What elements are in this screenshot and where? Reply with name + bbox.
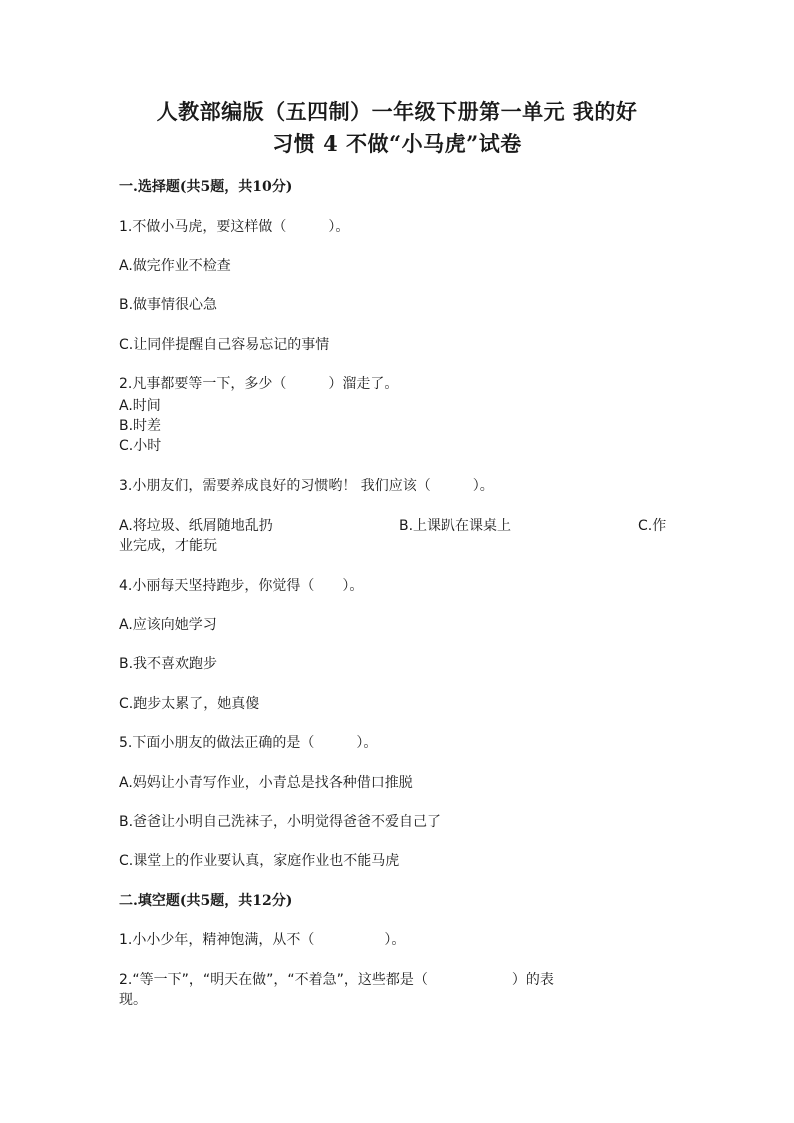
question-4-option-c: C.跑步太累了，她真傻	[119, 696, 260, 712]
question-1-option-c: C.让同伴提醒自己容易忘记的事情	[119, 337, 330, 353]
title-line-1: 人教部编版（五四制）一年级下册第一单元 我的好	[156, 99, 638, 124]
question-3-option-a: A.将垃圾、纸屑随地乱扔	[119, 518, 273, 534]
title-line-2: 习惯 4 不做“小马虎”试卷	[272, 131, 522, 156]
question-4-option-a: A.应该向她学习	[119, 617, 217, 633]
fill-question-2-line-2: 现。	[119, 992, 147, 1008]
section-heading-choice: 一.选择题(共5题，共10分)	[119, 179, 293, 195]
section-heading-fill-in: 二.填空题(共5题，共12分)	[119, 893, 293, 909]
question-3-stem: 3.小朋友们，需要养成良好的习惯哟！ 我们应该（ ）。	[119, 478, 494, 494]
question-3-option-c-continued: 业完成，才能玩	[119, 538, 217, 554]
question-1-stem: 1.不做小马虎，要这样做（ ）。	[119, 219, 350, 235]
fill-question-1: 1.小小少年，精神饱满，从不（ ）。	[119, 932, 406, 948]
exam-title	[80, 96, 714, 160]
question-5-option-a: A.妈妈让小青写作业，小青总是找各种借口推脱	[119, 775, 413, 791]
fill-question-2-line-1: 2.“等一下”，“明天在做”，“不着急”，这些都是（ ）的表	[119, 972, 554, 988]
question-4-option-b: B.我不喜欢跑步	[119, 656, 218, 672]
question-2-stem: 2.凡事都要等一下，多少（ ）溜走了。	[119, 376, 399, 392]
question-5-option-b: B.爸爸让小明自己洗袜子，小明觉得爸爸不爱自己了	[119, 814, 442, 830]
question-1-option-a: A.做完作业不检查	[119, 258, 231, 274]
question-2-option-b: B.时差	[119, 418, 162, 434]
question-3-option-c-start: C.作	[638, 518, 667, 534]
question-5-option-c: C.课堂上的作业要认真，家庭作业也不能马虎	[119, 853, 400, 869]
question-3-option-b: B.上课趴在课桌上	[399, 518, 512, 534]
question-5-stem: 5.下面小朋友的做法正确的是（ ）。	[119, 735, 378, 751]
question-2-option-c: C.小时	[119, 438, 162, 454]
question-4-stem: 4.小丽每天坚持跑步，你觉得（ ）。	[119, 578, 364, 594]
question-2-option-a: A.时间	[119, 398, 161, 414]
question-1-option-b: B.做事情很心急	[119, 297, 218, 313]
